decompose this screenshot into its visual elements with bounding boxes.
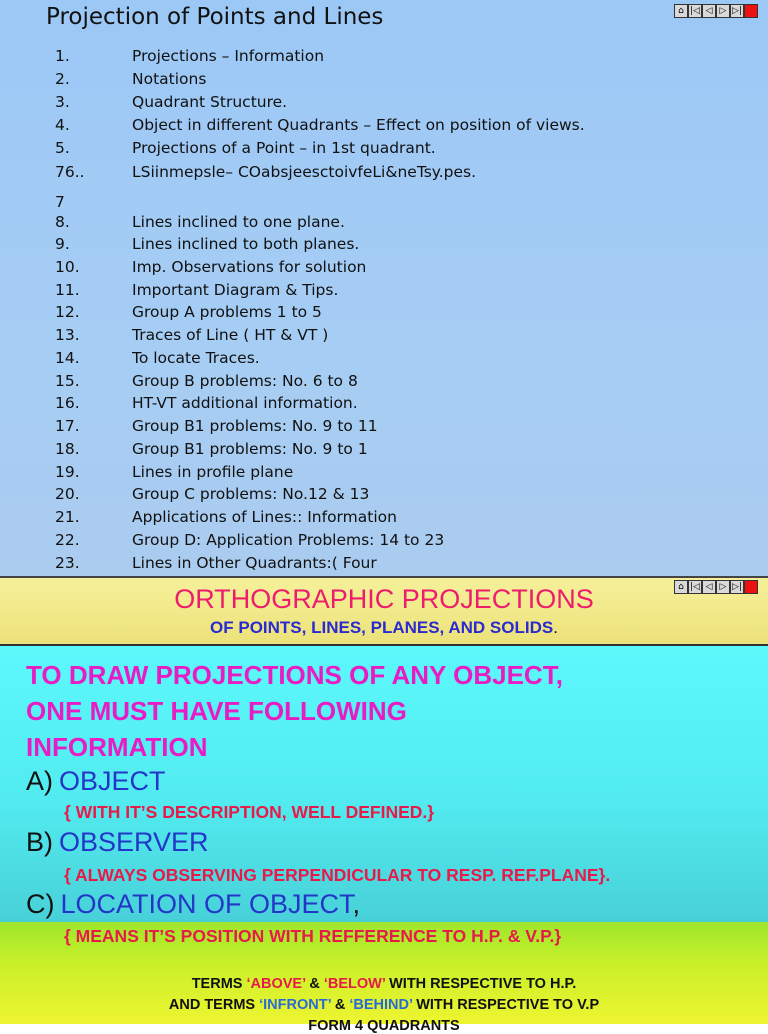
item-text: To locate Traces. [132, 349, 260, 367]
item-number: 12. [55, 303, 80, 321]
slide-2-footer [0, 922, 768, 1034]
list-item[interactable] [0, 461, 768, 483]
intro-line-1: TO DRAW PROJECTIONS OF ANY OBJECT, [26, 660, 563, 690]
item-text: Imp. Observations for solution [132, 258, 367, 276]
term-above: ‘ABOVE’ [246, 976, 306, 992]
prev-icon[interactable]: ◁ [702, 580, 716, 594]
item-b [26, 827, 209, 858]
last-icon[interactable]: ▷| [730, 4, 744, 18]
item-number: 13. [55, 326, 80, 344]
item-number: 14. [55, 349, 80, 367]
item-number: 19. [55, 463, 80, 481]
item-text: Group A problems 1 to 5 [132, 303, 322, 321]
last-icon[interactable]: ▷| [730, 580, 744, 594]
terms-2-e: WITH RESPECTIVE TO V.P [412, 997, 600, 1013]
item-c [26, 889, 360, 920]
item-number: 15. [55, 372, 80, 390]
first-icon[interactable]: |◁ [688, 580, 702, 594]
terms-2-c: & [330, 997, 350, 1013]
intro-line-3: INFORMATION [26, 732, 208, 762]
item-c-keyword: LOCATION OF OBJECT [60, 889, 353, 919]
item-text: Lines inclined to both planes. [132, 235, 360, 253]
list-item[interactable] [0, 279, 768, 301]
slide-2-subtitle [0, 618, 768, 638]
item-text: Group B problems: No. 6 to 8 [132, 372, 358, 390]
terms-line-2 [0, 997, 768, 1013]
slide-2-nav-buttons [674, 580, 758, 594]
item-a [26, 766, 166, 797]
home-icon[interactable]: ⌂ [674, 4, 688, 18]
intro-line-2: ONE MUST HAVE FOLLOWING [26, 696, 407, 726]
term-below: ‘BELOW’ [323, 976, 386, 992]
terms-1-e: WITH RESPECTIVE TO H.P. [385, 976, 577, 992]
slide-2-body [0, 646, 768, 922]
list-item[interactable] [0, 91, 768, 113]
list-item[interactable] [0, 347, 768, 369]
subtitle-period: . [553, 618, 558, 637]
slide-1-title: Projection of Points and Lines [46, 4, 384, 30]
terms-1-a: TERMS [191, 976, 247, 992]
item-text: Lines in profile plane [132, 463, 294, 481]
list-item[interactable] [0, 114, 768, 136]
item-text: Group C problems: No.12 & 13 [132, 485, 370, 503]
item-c-letter: C) [26, 889, 55, 919]
item-number: 8. [55, 213, 70, 231]
item-text: Applications of Lines:: Information [132, 508, 397, 526]
first-icon[interactable]: |◁ [688, 4, 702, 18]
item-text: Projections of a Point – in 1st quadrant. [132, 139, 436, 157]
item-b-keyword: OBSERVER [59, 827, 209, 857]
item-text: Object in different Quadrants – Effect on position of views. [132, 116, 585, 134]
slide-2 [0, 576, 768, 1034]
item-number: 3. [55, 93, 70, 111]
item-number: 1. [55, 47, 70, 65]
item-a-description: { WITH IT’S DESCRIPTION, WELL DEFINED.} [64, 802, 435, 822]
item-number: 76.. [55, 163, 85, 181]
list-item[interactable] [0, 211, 768, 233]
item-a-letter: A) [26, 766, 53, 796]
item-number: 10. [55, 258, 80, 276]
item-number: 7 [55, 193, 65, 211]
item-text: Notations [132, 70, 207, 88]
list-item[interactable] [0, 137, 768, 159]
list-item[interactable] [0, 324, 768, 346]
item-text: Group B1 problems: No. 9 to 1 [132, 440, 368, 458]
home-icon[interactable]: ⌂ [674, 580, 688, 594]
item-number: 2. [55, 70, 70, 88]
item-text: Quadrant Structure. [132, 93, 288, 111]
item-b-description: { ALWAYS OBSERVING PERPENDICULAR TO RESP. REF.PLANE}. [64, 865, 611, 885]
terms-2-a: AND TERMS [168, 997, 260, 1013]
list-item[interactable] [0, 552, 768, 574]
prev-icon[interactable]: ◁ [702, 4, 716, 18]
list-item[interactable] [0, 529, 768, 551]
item-number: 23. [55, 554, 80, 572]
list-item[interactable] [0, 256, 768, 278]
list-item[interactable] [0, 506, 768, 528]
item-text: Group D: Application Problems: 14 to 23 [132, 531, 445, 549]
list-item[interactable] [0, 438, 768, 460]
list-item[interactable] [0, 483, 768, 505]
next-icon[interactable]: ▷ [716, 580, 730, 594]
subtitle-text: OF POINTS, LINES, PLANES, AND SOLIDS [210, 618, 554, 637]
list-item[interactable] [0, 370, 768, 392]
item-a-keyword: OBJECT [59, 766, 166, 796]
item-number: 9. [55, 235, 70, 253]
item-text: HT-VT additional information. [132, 394, 358, 412]
term-infront: ‘INFRONT’ [259, 997, 331, 1013]
item-number: 21. [55, 508, 80, 526]
item-number: 18. [55, 440, 80, 458]
item-number: 16. [55, 394, 80, 412]
list-item[interactable] [0, 68, 768, 90]
terms-1-c: & [305, 976, 324, 992]
item-number: 22. [55, 531, 80, 549]
item-text: Traces of Line ( HT & VT ) [132, 326, 329, 344]
item-c-description: { MEANS IT’S POSITION WITH REFFERENCE TO H.P. & V.P.} [64, 926, 562, 946]
item-text: Lines inclined to one plane. [132, 213, 345, 231]
slide-1-nav-buttons [674, 4, 758, 18]
list-item[interactable] [0, 191, 768, 213]
term-behind: ‘BEHIND’ [349, 997, 413, 1013]
item-c-comma: , [352, 889, 361, 919]
slide-2-header [0, 576, 768, 646]
item-text: Important Diagram & Tips. [132, 281, 339, 299]
item-text: Lines in Other Quadrants:( Four [132, 554, 377, 572]
next-icon[interactable]: ▷ [716, 4, 730, 18]
item-number: 5. [55, 139, 70, 157]
terms-line-3: FORM 4 QUADRANTS [308, 1018, 460, 1034]
item-number: 17. [55, 417, 80, 435]
item-text: Projections – Information [132, 47, 325, 65]
item-text: LSiinmepsle– COabsjeesctoivfeLi&neTsy.pes. [132, 163, 477, 181]
end-icon[interactable] [744, 580, 758, 594]
list-item[interactable] [0, 161, 768, 183]
list-item[interactable] [0, 392, 768, 414]
end-icon[interactable] [744, 4, 758, 18]
list-item[interactable] [0, 415, 768, 437]
item-number: 4. [55, 116, 70, 134]
terms-line-1 [0, 976, 768, 992]
list-item[interactable] [0, 45, 768, 67]
item-text: Group B1 problems: No. 9 to 11 [132, 417, 378, 435]
item-number: 11. [55, 281, 80, 299]
list-item[interactable] [0, 233, 768, 255]
item-b-letter: B) [26, 827, 53, 857]
list-item[interactable] [0, 301, 768, 323]
slide-2-title: ORTHOGRAPHIC PROJECTIONS [174, 584, 594, 614]
item-number: 20. [55, 485, 80, 503]
